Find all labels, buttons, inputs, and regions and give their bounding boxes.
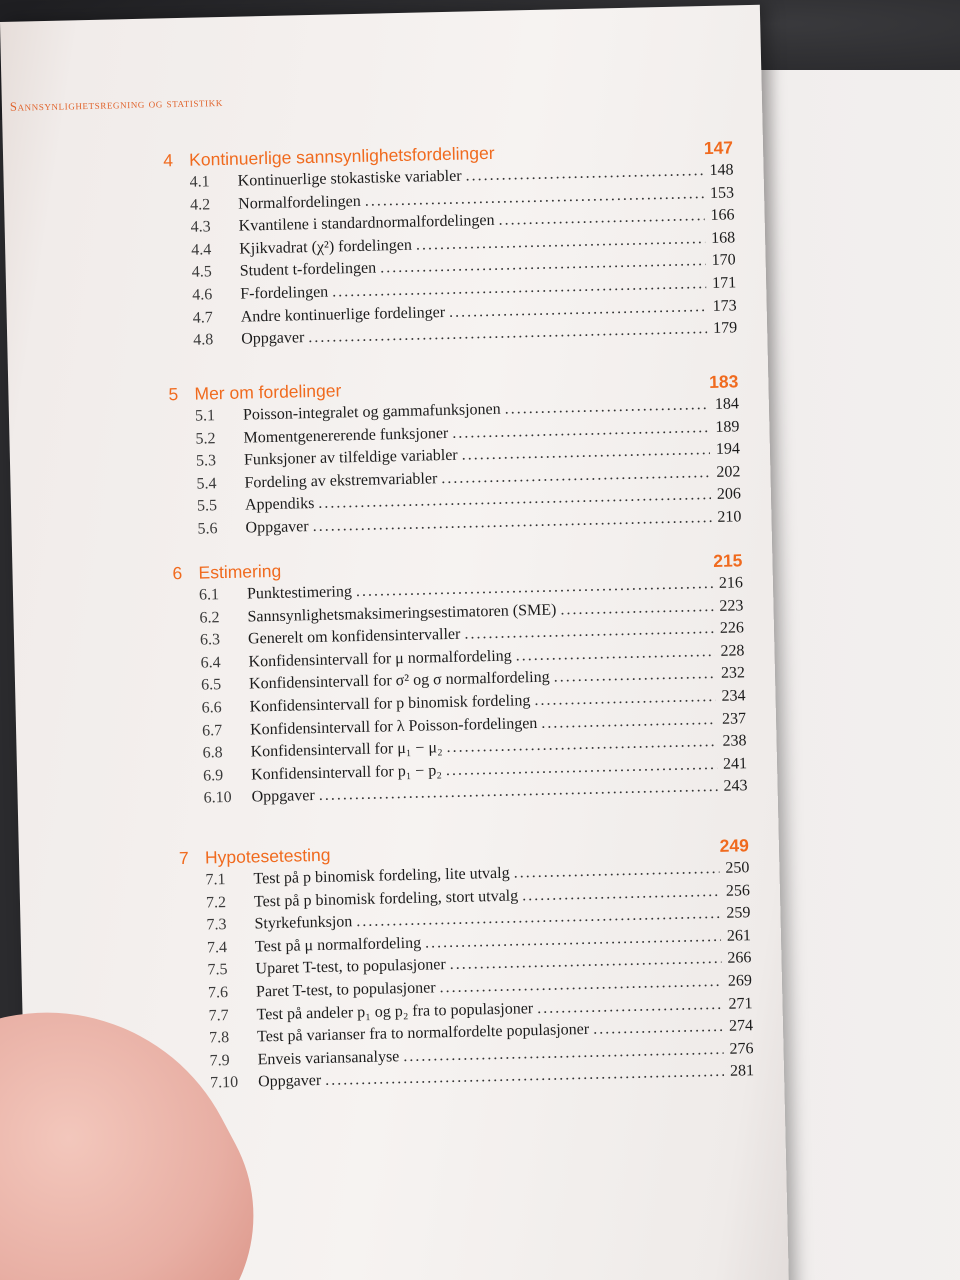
section-number: 4.8: [193, 331, 214, 349]
chapter-number: 7: [178, 847, 189, 869]
dot-leader: [513, 860, 719, 883]
chapter-page: 215: [712, 550, 743, 571]
section-number: 5.1: [194, 407, 216, 425]
section-page: 202: [716, 463, 741, 481]
section-page: 274: [728, 1017, 754, 1035]
section-title: Konfidensintervall for μ₁ − μ₂: [250, 739, 443, 761]
section-page: 153: [709, 183, 735, 202]
section-number: 5.4: [196, 474, 217, 493]
section-page: 234: [721, 687, 746, 705]
section-title: Kontinuerlige stokastiske variabler: [237, 167, 462, 190]
section-number: 4.3: [190, 218, 211, 236]
section-number: 6.1: [198, 586, 220, 604]
chapter-5: [8, 371, 771, 548]
section-title: Kvantilene i standardnormalfordelingen: [238, 212, 495, 235]
section-page: 168: [710, 229, 736, 247]
section-title: Punktestimering: [246, 583, 353, 603]
section-title: Enveis variansanalyse: [257, 1047, 400, 1069]
section-number: 6.2: [199, 608, 220, 627]
section-title: Konfidensintervall for σ² og σ normalfordeling: [248, 669, 550, 693]
section-title: Kjikvadrat (χ²) fordelingen: [239, 236, 413, 258]
chapter-number: 5: [168, 384, 179, 405]
section-number: 7.6: [207, 984, 229, 1002]
chapter-title: Kontinuerlige sannsynlighetsfordelinger: [188, 142, 495, 170]
section-page: 266: [727, 949, 752, 968]
chapter-page: 249: [719, 835, 750, 856]
section-page: 250: [725, 859, 750, 877]
section-number: 6.4: [200, 653, 221, 672]
section-title: Momentgenererende funksjoner: [243, 424, 449, 447]
section-title: Generelt om konfidensintervaller: [247, 625, 461, 648]
section-page: 243: [723, 777, 748, 796]
entry-list: [4, 161, 768, 359]
section-number: 7.3: [206, 916, 227, 934]
section-number: 6.6: [201, 699, 222, 717]
chapter-page: 183: [708, 371, 739, 393]
section-page: 189: [715, 417, 740, 436]
section-page: 276: [729, 1039, 754, 1058]
section-number: 7.9: [209, 1051, 230, 1070]
section-number: 5.5: [196, 497, 218, 516]
section-number: 4.1: [189, 173, 210, 191]
dot-leader: [515, 643, 714, 666]
section-number: 7.10: [209, 1074, 239, 1092]
section-page: 184: [714, 395, 740, 413]
section-number: 4.4: [191, 241, 212, 259]
section-title: Oppgaver: [245, 518, 309, 537]
section-page: 210: [717, 508, 742, 526]
section-title: Uparet T-test, to populasjoner: [255, 956, 446, 978]
section-number: 4.5: [191, 263, 212, 282]
section-number: 6.9: [202, 766, 224, 785]
section-number: 6.8: [202, 744, 223, 762]
section-page: 228: [720, 642, 745, 660]
section-page: 232: [720, 664, 746, 683]
section-title: F-fordelingen: [240, 283, 329, 303]
section-title: Test på andeler p₁ og p₂ fra to populasjoner: [256, 999, 534, 1023]
dot-leader: [560, 598, 714, 619]
dot-leader: [593, 1018, 723, 1039]
section-title: Oppgaver: [257, 1072, 322, 1091]
section-number: 7.4: [206, 938, 228, 957]
section-title: Normalfordelingen: [237, 192, 361, 213]
dot-leader: [534, 688, 716, 710]
section-title: Appendiks: [244, 495, 315, 514]
section-title: Poisson-integralet og gammafunksjonen: [242, 400, 501, 424]
dot-leader: [504, 396, 709, 419]
section-page: 237: [721, 709, 747, 728]
section-page: 171: [711, 274, 737, 292]
section-number: 6.5: [200, 676, 222, 694]
section-page: 271: [728, 994, 753, 1013]
section-number: 6.10: [203, 789, 232, 807]
section-number: 5.2: [195, 429, 216, 448]
section-title: Konfidensintervall for p₁ − p₂: [250, 761, 443, 784]
section-title: Funksjoner av tilfeldige variabler: [243, 446, 458, 469]
section-number: 7.5: [207, 961, 228, 979]
section-title: Test på p binomisk fordeling, lite utvalg: [253, 864, 510, 888]
chapter-6: [12, 550, 777, 817]
section-page: 173: [712, 296, 737, 315]
section-title: Fordeling av ekstremvariabler: [244, 469, 438, 492]
section-page: 216: [718, 574, 744, 592]
entry-list: [13, 574, 778, 817]
section-title: Konfidensintervall for p binomisk fordeling: [249, 692, 531, 716]
chapter-number: 4: [162, 150, 174, 171]
dot-leader: [541, 711, 716, 733]
running-header: Sannsynlighetsregning og statistikk: [9, 94, 224, 114]
section-number: 7.2: [205, 893, 227, 912]
section-number: 4.6: [192, 286, 213, 304]
section-title: Sannsynlighetsmaksimeringsestimatoren (SME): [247, 601, 557, 626]
dot-leader: [553, 665, 715, 687]
section-title: Oppgaver: [241, 329, 305, 348]
section-page: 179: [712, 319, 738, 338]
section-number: 6.3: [199, 631, 221, 649]
section-title: Student t-fordelingen: [239, 259, 377, 280]
section-title: Test på varianser fra to normalfordelte populasjoner: [256, 1021, 590, 1046]
section-title: Test på μ normalfordeling: [254, 934, 422, 956]
section-page: 281: [729, 1062, 755, 1081]
section-title: Oppgaver: [251, 787, 315, 806]
section-number: 4.7: [192, 308, 213, 327]
section-title: Konfidensintervall for λ Poisson-fordelingen: [249, 714, 538, 739]
chapter-4: [3, 137, 767, 359]
section-number: 7.7: [208, 1006, 229, 1025]
section-page: 206: [716, 485, 742, 504]
section-page: 261: [726, 926, 752, 945]
section-page: 238: [722, 732, 747, 750]
section-page: 194: [715, 440, 741, 459]
chapter-title: Hypotesetesting: [204, 844, 331, 868]
section-title: Paret T-test, to populasjoner: [255, 979, 436, 1001]
section-page: 148: [709, 161, 734, 179]
section-page: 223: [719, 596, 744, 615]
section-page: 166: [710, 206, 735, 225]
dot-leader: [498, 207, 704, 230]
entry-list: [9, 395, 772, 548]
section-page: 241: [722, 754, 748, 773]
chapter-title: Mer om fordelinger: [194, 380, 342, 404]
section-page: 256: [725, 881, 751, 900]
section-title: Andre kontinuerlige fordelinger: [240, 303, 446, 326]
chapter-page: 147: [703, 137, 734, 159]
section-title: Konfidensintervall for μ normalfordeling: [248, 647, 512, 671]
section-number: 7.1: [205, 871, 226, 889]
section-number: 4.2: [190, 195, 211, 214]
section-page: 259: [726, 904, 751, 922]
section-page: 269: [727, 972, 753, 990]
section-number: 5.3: [195, 452, 217, 470]
dot-leader: [522, 882, 720, 904]
section-page: 170: [711, 251, 736, 270]
chapter-title: Estimering: [198, 560, 282, 583]
section-number: 5.6: [197, 520, 218, 538]
section-number: 6.7: [201, 721, 223, 740]
section-title: Test på p binomisk fordeling, stort utvalg: [253, 887, 519, 911]
section-number: 7.8: [208, 1029, 230, 1047]
chapter-number: 6: [172, 563, 183, 584]
facing-page: [756, 70, 960, 1280]
section-title: Styrkefunksjon: [254, 913, 353, 933]
dot-leader: [537, 995, 723, 1017]
section-page: 226: [719, 619, 745, 638]
